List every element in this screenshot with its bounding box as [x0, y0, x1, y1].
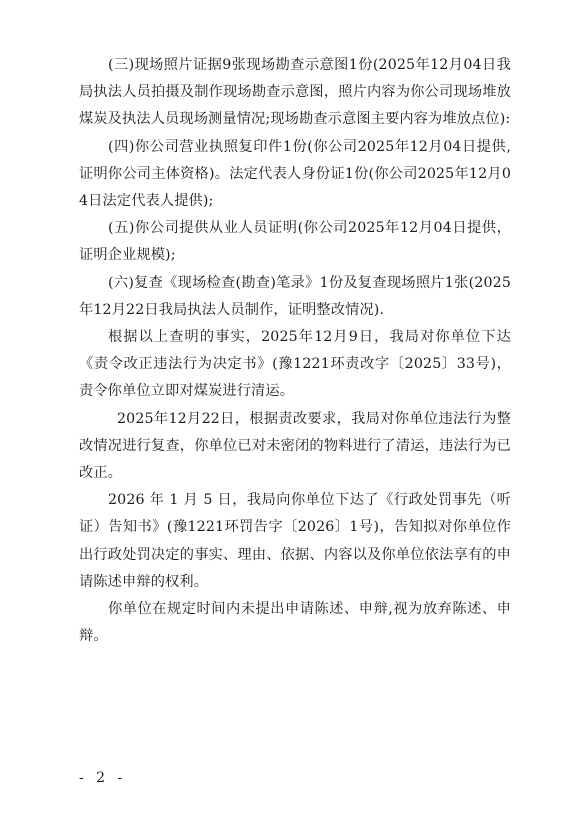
- page-number: - 2 -: [79, 770, 127, 786]
- paragraph-evidence-3: (三)现场照片证据9张现场勘查示意图1份(2025年12月04日我局执法人员拍摄及制作现场勘查示意图，照片内容为你公司现场堆放煤炭及执法人员现场测量情况;现场勘查示意图主要内容为堆放点位):: [79, 57, 511, 128]
- paragraph-review: 2025年12月22日，根据责改要求，我局对你单位违法行为整改情况进行复查，你单位已对未密闭的物料进行了清运，违法行为已改正。: [79, 410, 511, 482]
- paragraph-notice: 2026 年 1 月 5 日，我局向你单位下达了《行政处罚事先（听证）告知书》(豫1221环罚告字〔2026〕1号)，告知拟对你单位作出行政处罚决定的事实、理由、依据、内容以及你单位依法享有的申请陈述申辩的权利。: [79, 492, 511, 590]
- paragraph-evidence-6: (六)复查《现场检查(勘查)笔录》1份及复查现场照片1张(2025年12月22日我局执法人员制作，证明整改情况).: [79, 274, 511, 318]
- document-body: [79, 52, 511, 650]
- paragraph-order-issued: 根据以上查明的事实，2025年12月9日，我局对你单位下达《责令改正违法行为决定书》(豫1221环责改字〔2025〕33号)，责令你单位立即对煤炭进行清运。: [79, 329, 511, 400]
- paragraph-evidence-5: (五)你公司提供从业人员证明(你公司2025年12月04日提供，证明企业规模);: [79, 220, 511, 264]
- paragraph-evidence-4: (四)你公司营业执照复印件1份(你公司2025年12月04日提供,证明你公司主体资格)。法定代表人身份证1份(你公司2025年12月04日法定代表人提供);: [79, 138, 511, 210]
- paragraph-waiver: 你单位在规定时间内未提出申请陈述、申辩,视为放弃陈述、申辩。: [79, 601, 511, 645]
